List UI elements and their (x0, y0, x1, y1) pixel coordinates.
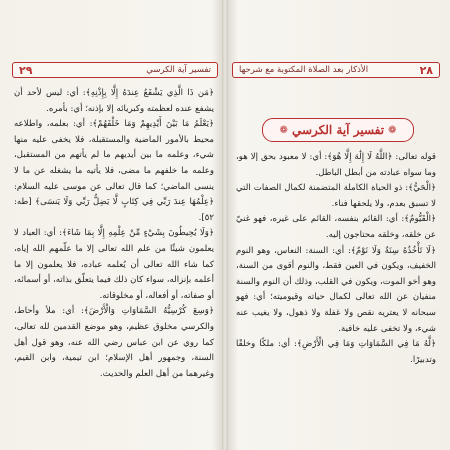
right-paragraph: ﴿لَّهُ مَا فِي السَّمَاوَاتِ وَمَا فِي الْأَرْضِ﴾: أي: ملكًا وخلقًا وتدبيرًا. (236, 339, 436, 365)
left-paragraph: ﴿مَن ذَا الَّذِي يَشْفَعُ عِندَهُ إِلَّا بِإِذْنِهِ﴾: أي: ليس لأحد أن يشفع عنده لعظمته وكبريائه إلا بإذنه؛ أي: بأمره. (14, 88, 214, 114)
right-page-header (232, 62, 440, 78)
left-page-running-title: تفسير آية الكرسي (146, 65, 211, 75)
right-page-body (236, 150, 436, 368)
ornament-icon: ❁ (388, 124, 397, 136)
left-page-body (14, 86, 214, 382)
right-page-running-title: الأذكار بعد الصلاة المكتوبة مع شرحها (239, 65, 369, 75)
ornament-icon: ❁ (279, 124, 288, 136)
right-paragraph: ﴿لَا تَأْخُذُهُ سِنَةٌ وَلَا نَوْمٌ﴾: أي: السنة: النعاس، وهو النوم الخفيف، ويكون في العين فقط، والنوم أقوى من السنة، وهو أخو الموت، ويكون في القلب، وذلك أن النوم والسنة منفيان عن الله تعالى لكمال حياته وقيوميته؛ أي: فهو سبحانه لا يعتريه نقص ولا غفلة ولا ذهول، ولا يغيب عنه شيء، ولا تخفى عليه خافية. (236, 245, 436, 334)
book-gutter (222, 0, 228, 450)
right-paragraph: ﴿الْقَيُّومُ﴾: أي: القائم بنفسه، القائم على غيره، فهو غنيّ عن خلقه، وخلقه محتاجون إليه. (236, 214, 436, 240)
left-paragraph: ﴿يَعْلَمُ مَا بَيْنَ أَيْدِيهِمْ وَمَا خَلْفَهُمْ﴾: أي: بعلمه، واطلاعه محيط بالأمور الماضية والمستقبلة، فلا يخفى عليه منها شيء، وعلمه ما بين أيديهم ما لم يأتهم من المستقبل، وعلمه ما خلفهم ما مضى، فلا يأتيه ما يشغله عن ما لا ينسى الماضي؛ كما قال تعالى عن موسى عليه السلام: ﴿عِلْمُهَا عِندَ رَبِّي فِي كِتَابٍ لَّا يَضِلُّ رَبِّي وَلَا يَنسَى﴾ [طه: ٥٢]. (14, 119, 214, 223)
right-paragraph: قوله تعالى: ﴿اللَّهُ لَا إِلَٰهَ إِلَّا هُوَ﴾: أي: لا معبود بحق إلا هو، وما سواه عبادته من أبطل الباطل. (236, 152, 436, 178)
section-title: تفسير آية الكرسي (291, 123, 385, 137)
right-page-number: ٢٨ (419, 63, 433, 77)
right-paragraph: ﴿الْحَيُّ﴾: ذو الحياة الكاملة المتضمنة لكمال الصفات التي لا تسبق بعدم، ولا يلحقها فناء. (236, 183, 436, 209)
left-paragraph: ﴿وَلَا يُحِيطُونَ بِشَيْءٍ مِّنْ عِلْمِهِ إِلَّا بِمَا شَاءَ﴾: أي: العباد لا يعلمون شيئًا من علم الله تعالى إلا ما علّمهم الله إياه، كما شاء الله تعالى أن يُعلمه عباده، فلا يعلمون إلا ما أعلمه بإنزاله، سواء كان ذلك فيما يتعلّق بذاته، أو أسمائه، أو صفاته، أو أفعاله، أو مخلوقاته. (14, 228, 214, 301)
left-page-header (12, 62, 218, 78)
left-paragraph: ﴿وَسِعَ كُرْسِيُّهُ السَّمَاوَاتِ وَالْأَرْضَ﴾: أي: ملأ وأحاط، والكرسي مخلوق عظيم، وهو موضع القدمين لله تعالى، كما روي عن ابن عباس رضي الله عنه، وهو قول أهل السنة، وجمهور أهل الإسلام؛ ابن تيمية، وابن القيم، وغيرهما من أهل العلم والحديث. (14, 306, 214, 379)
left-page-number: ٢٩ (19, 63, 33, 77)
section-title-banner (262, 118, 414, 142)
